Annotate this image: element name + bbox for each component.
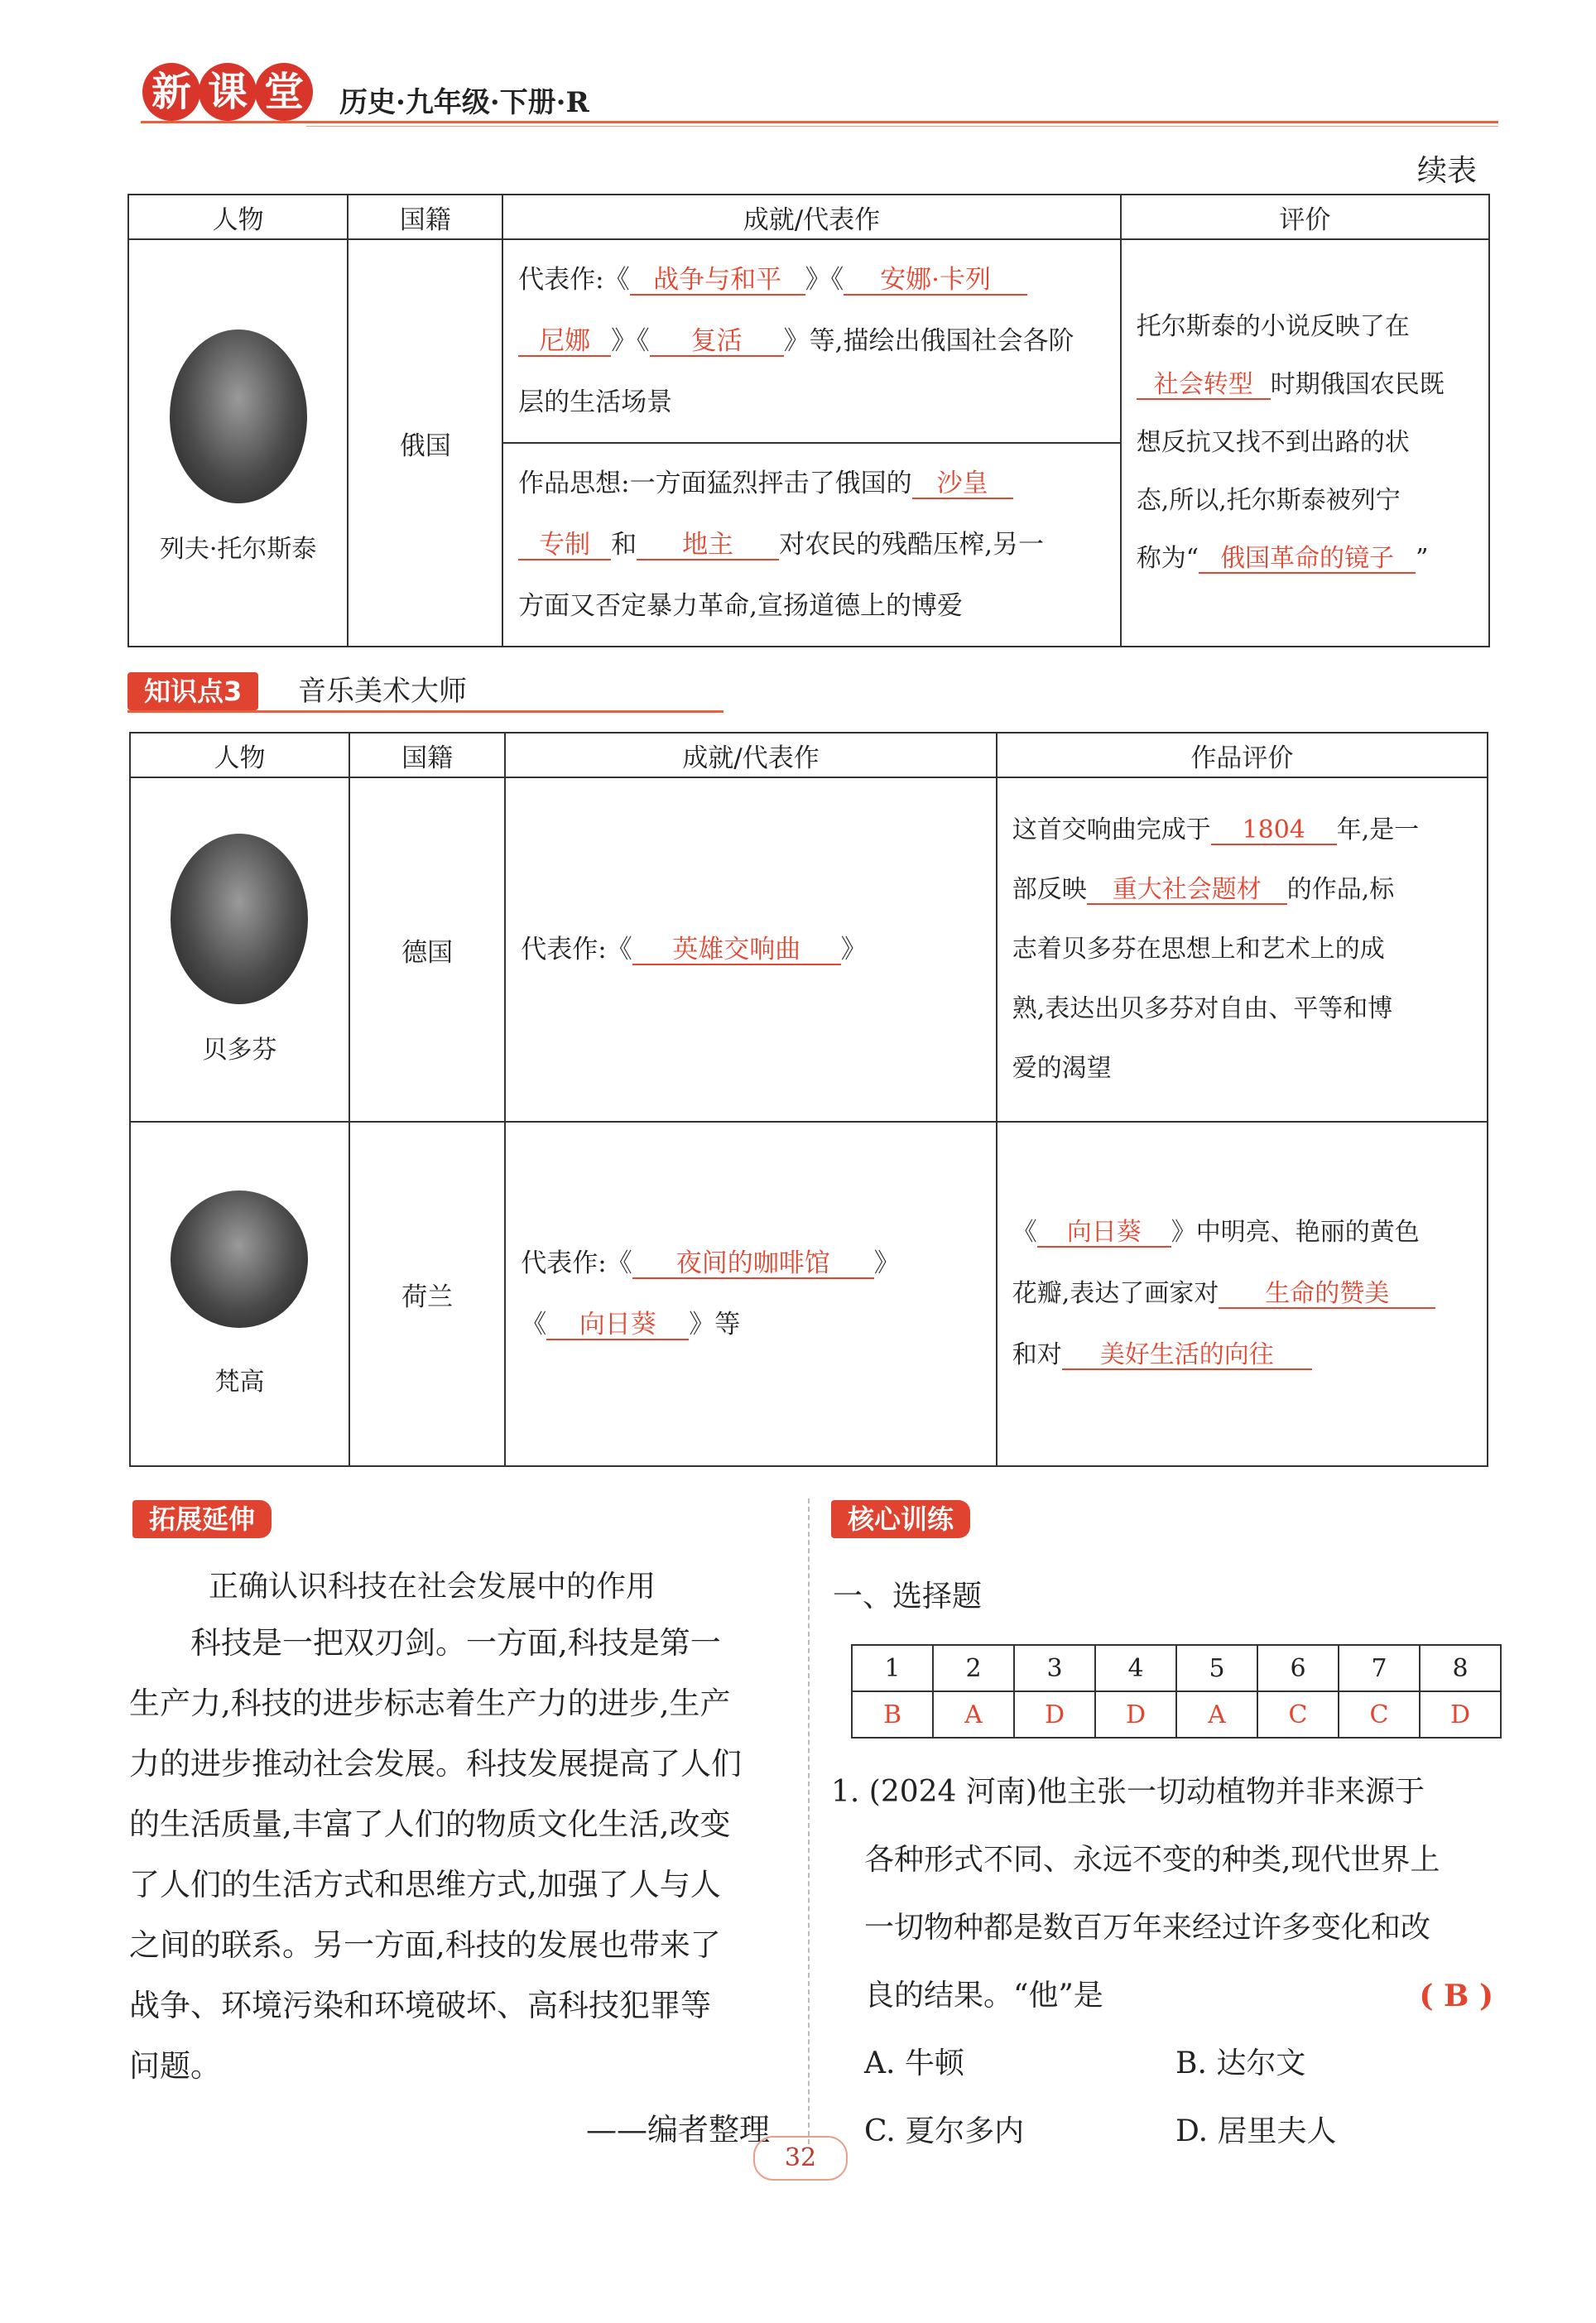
thought-prefix: 作品思想:一方面猛烈抨击了俄国的	[518, 469, 912, 498]
question-number: 6	[1257, 1645, 1339, 1691]
book-subtitle: 历史·九年级·下册·R	[339, 86, 589, 119]
eval-line1: 托尔斯泰的小说反映了在	[1136, 312, 1410, 341]
question-line: 1. (2024 河南)他主张一切动植物并非来源于	[831, 1775, 1425, 1809]
extension-line: 战争、环境污染和环境破坏、高科技犯罪等	[129, 1988, 711, 2023]
eval-line3: 和对	[1012, 1340, 1062, 1369]
eval-line4: 态,所以,托尔斯泰被列宁	[1136, 486, 1401, 515]
table-row	[130, 1122, 1488, 1466]
answer-letter: C	[1339, 1691, 1420, 1738]
person-name: 贝多芬	[202, 1036, 277, 1065]
answer-blank: 夜间的咖啡馆	[632, 1249, 874, 1279]
answer-letter: B	[852, 1691, 933, 1738]
extension-line: 之间的联系。另一方面,科技的发展也带来了	[129, 1927, 721, 1963]
answer-blank: 安娜·卡列	[844, 266, 1027, 296]
nationality-cell: 荷兰	[349, 1122, 505, 1466]
works-cell	[505, 777, 996, 1122]
page-number: 32	[753, 2136, 848, 2181]
col-header-person: 人物	[130, 733, 349, 777]
section-heading: 一、选择题	[833, 1580, 983, 1614]
answer-blank: 1804	[1211, 816, 1337, 845]
works-suffix: 》	[840, 935, 867, 964]
extension-title: 正确认识科技在社会发展中的作用	[209, 1570, 656, 1604]
thought-cell	[502, 443, 1121, 647]
answer-letter: C	[1257, 1691, 1339, 1738]
question-number: 4	[1095, 1645, 1176, 1691]
question-1	[831, 1758, 1493, 2166]
eval-line5: 爱的渴望	[1012, 1054, 1112, 1083]
works-suffix: 》等,描绘出俄国社会各阶	[783, 326, 1074, 356]
option-d[interactable]: D. 居里夫人	[1175, 2114, 1337, 2148]
work2-prefix: 《	[521, 1310, 547, 1339]
question-number: 5	[1176, 1645, 1257, 1691]
question-line: 良的结果。“他”是	[864, 1979, 1103, 2013]
eval-line2: 花瓣,表达了画家对	[1012, 1279, 1219, 1308]
eval-line2: 时期俄国农民既	[1270, 370, 1445, 399]
eval-line3: 志着贝多芬在思想上和艺术上的成	[1012, 935, 1385, 964]
knowledge-point-tag: 知识点3	[127, 672, 258, 710]
eval-line1: 这首交响曲完成于	[1012, 815, 1211, 844]
extension-line: 力的进步推动社会发展。科技发展提高了人们	[129, 1746, 742, 1782]
answer-blank: 重大社会题材	[1087, 876, 1287, 905]
works-suffix: 》等	[689, 1310, 741, 1339]
answer-letter: A	[1176, 1691, 1257, 1738]
answer-blank: 社会转型	[1137, 371, 1271, 400]
knowledge-point-title: 音乐美术大师	[298, 675, 467, 708]
header-rule	[141, 121, 1498, 123]
col-header-evaluation: 作品评价	[997, 733, 1488, 777]
works-line3: 层的生活场景	[518, 387, 673, 417]
person-cell	[128, 239, 348, 647]
question-number: 8	[1420, 1645, 1501, 1691]
answer-blank: 地主	[637, 531, 779, 560]
eval-line4: 熟,表达出贝多芬对自由、平等和博	[1012, 994, 1393, 1023]
nationality-cell: 俄国	[348, 239, 502, 647]
col-header-person: 人物	[128, 195, 348, 239]
person-name: 列夫·托尔斯泰	[159, 535, 317, 564]
col-header-nationality: 国籍	[349, 733, 505, 777]
logo-char-1: 新	[142, 63, 200, 121]
answer-blank: 生命的赞美	[1219, 1280, 1435, 1309]
works-prefix: 代表作:《	[521, 1248, 632, 1278]
answer-blank: 专制	[518, 531, 611, 560]
eval-line1-suffix: 》中明亮、艳丽的黄色	[1171, 1218, 1420, 1247]
thought-mid: 对农民的残酷压榨,另一	[779, 530, 1044, 560]
col-header-works: 成就/代表作	[502, 195, 1121, 239]
table-row	[130, 777, 1488, 1122]
eval-line2-suffix: 的作品,标	[1286, 875, 1395, 904]
extension-tag: 拓展延伸	[132, 1500, 272, 1538]
person-cell	[130, 1122, 349, 1466]
col-header-evaluation: 评价	[1121, 195, 1489, 239]
evaluation-cell	[997, 1122, 1488, 1466]
option-b[interactable]: B. 达尔文	[1175, 2046, 1306, 2080]
answer-letter: D	[1420, 1691, 1501, 1738]
training-tag: 核心训练	[831, 1500, 970, 1538]
answer-blank: 英雄交响曲	[632, 935, 841, 965]
question-number: 2	[933, 1645, 1014, 1691]
evaluation-cell	[997, 777, 1488, 1122]
extension-line: 问题。	[129, 2048, 221, 2084]
question-number: 3	[1014, 1645, 1095, 1691]
answer-blank: 沙皇	[912, 469, 1013, 499]
column-divider	[808, 1498, 810, 2144]
evaluation-cell	[1121, 239, 1489, 647]
question-line: 各种形式不同、永远不变的种类,现代世界上	[864, 1843, 1440, 1877]
works-cell	[505, 1122, 996, 1466]
eval-line1-suffix: 年,是一	[1336, 815, 1420, 844]
tolstoy-portrait	[170, 329, 307, 503]
answer-key-table	[851, 1644, 1502, 1739]
nationality-cell: 德国	[349, 777, 505, 1122]
extension-line: 生产力,科技的进步标志着生产力的进步,生产	[129, 1686, 731, 1721]
option-a[interactable]: A. 牛顿	[864, 2046, 964, 2080]
question-number: 1	[852, 1645, 933, 1691]
extension-line: 的生活质量,丰富了人们的物质文化生活,改变	[129, 1806, 731, 1842]
answer-blank: 俄国革命的镜子	[1199, 545, 1416, 574]
work1-suffix: 》	[873, 1248, 900, 1278]
question-number: 7	[1339, 1645, 1420, 1691]
logo-char-2: 课	[199, 63, 257, 121]
answer-bracket: ( B )	[1419, 1979, 1493, 2013]
answer-blank: 尼娜	[518, 327, 611, 357]
eval-line3: 想反抗又找不到出路的状	[1136, 428, 1410, 457]
works-prefix: 代表作:《	[521, 935, 632, 964]
answer-blank: 向日葵	[546, 1311, 689, 1340]
eval-line2: 部反映	[1012, 875, 1087, 904]
header-rule-thin	[306, 126, 1498, 127]
extension-source: ——编者整理	[586, 2112, 770, 2147]
answer-letter: D	[1014, 1691, 1095, 1738]
col-header-works: 成就/代表作	[505, 733, 996, 777]
person-name: 梵高	[214, 1368, 265, 1397]
extension-line: 科技是一把双刃剑。一方面,科技是第一	[190, 1625, 721, 1661]
eval-line1: 《	[1012, 1218, 1037, 1247]
thought-and: 和	[611, 530, 637, 560]
person-cell	[130, 777, 349, 1122]
works-cell: 代表作:《 战争与和平 》《 安娜·卡列 尼娜 》《 复活 》等,描绘出俄国社会各阶 层的生活场景	[502, 239, 1121, 443]
kp-rule	[127, 710, 723, 713]
extension-line: 了人们的生活方式和思维方式,加强了人与人	[129, 1867, 721, 1902]
thought-line3: 方面又否定暴力革命,宣扬道德上的博爱	[518, 591, 963, 621]
eval-line5-prefix: 称为“	[1136, 544, 1199, 573]
works-prefix: 代表作:《	[518, 265, 630, 295]
table-music-art	[129, 732, 1488, 1467]
answer-blank: 美好生活的向往	[1062, 1341, 1312, 1370]
answer-blank: 向日葵	[1037, 1219, 1171, 1248]
van-gogh-portrait	[171, 1190, 308, 1328]
answer-blank: 战争与和平	[630, 266, 805, 296]
continued-label: 续表	[1417, 154, 1478, 188]
answer-letter: A	[933, 1691, 1014, 1738]
answer-blank: 复活	[650, 327, 784, 357]
question-line: 一切物种都是数百万年来经过许多变化和改	[864, 1911, 1431, 1945]
option-c[interactable]: C. 夏尔多内	[864, 2114, 1025, 2148]
logo-char-3: 堂	[255, 63, 313, 121]
extension-body	[129, 1613, 783, 2096]
beethoven-portrait	[171, 834, 308, 1004]
answer-letter: D	[1095, 1691, 1176, 1738]
eval-line5-suffix: ”	[1416, 544, 1429, 573]
col-header-nationality: 国籍	[348, 195, 502, 239]
table-tolstoy	[127, 194, 1490, 647]
